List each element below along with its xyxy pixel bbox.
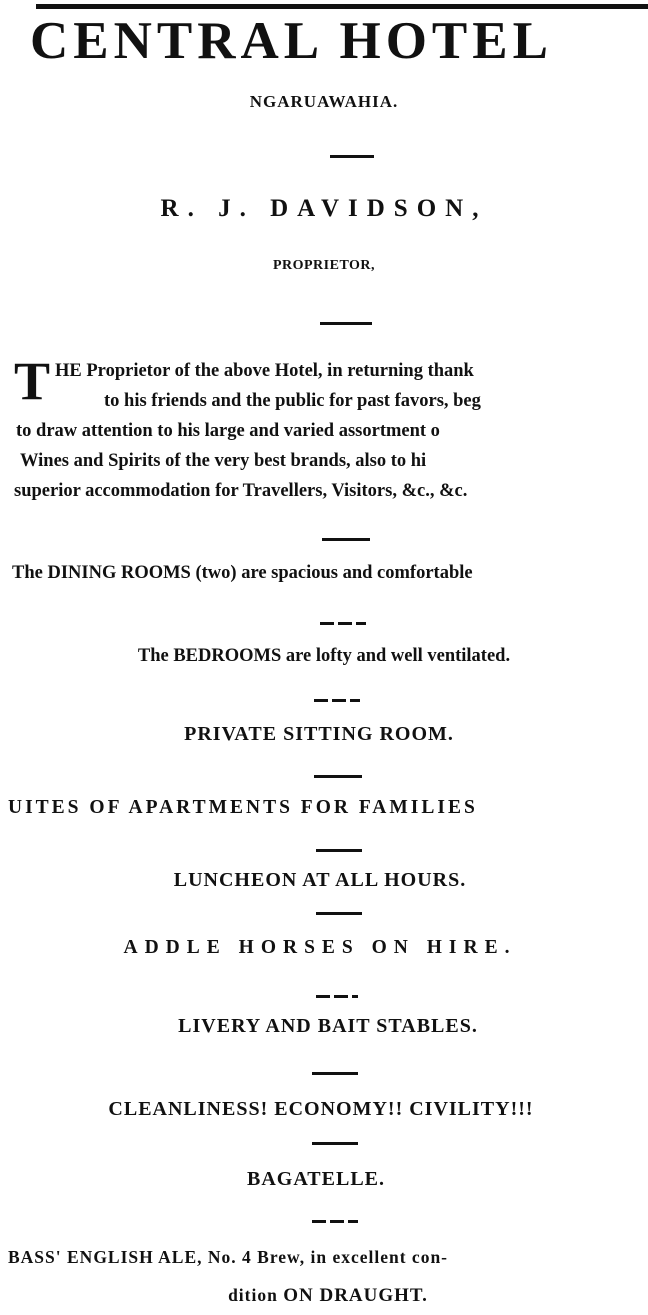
- ale-draught-text: ON DRAUGHT.: [283, 1285, 428, 1306]
- divider-rule: [316, 995, 358, 998]
- divider-rule: [320, 622, 366, 625]
- saddle-horses-notice: ADDLE HORSES ON HIRE.: [123, 937, 517, 958]
- sitting-room-notice: PRIVATE SITTING ROOM.: [184, 723, 454, 745]
- intro-line: superior accommodation for Travellers, Visitors, &c., &c.: [14, 481, 468, 501]
- livery-notice: LIVERY AND BAIT STABLES.: [178, 1015, 478, 1037]
- divider-rule: [312, 1142, 358, 1145]
- suites-notice: UITES OF APARTMENTS FOR FAMILIES: [8, 797, 478, 818]
- divider-rule: [316, 849, 362, 852]
- luncheon-notice: LUNCHEON AT ALL HOURS.: [173, 869, 467, 891]
- divider-rule: [316, 912, 362, 915]
- divider-rule: [314, 699, 360, 702]
- intro-line: to draw attention to his large and varied assortment o: [16, 421, 440, 441]
- ale-line-2: [8, 1276, 648, 1315]
- ale-condition-text: dition: [228, 1285, 278, 1305]
- drop-cap: T: [14, 351, 51, 411]
- hotel-location: NGARUAWAHIA.: [249, 92, 399, 111]
- bagatelle-notice: BAGATELLE.: [247, 1168, 385, 1190]
- ale-line: BASS' ENGLISH ALE, No. 4 Brew, in excellent con-: [8, 1247, 449, 1267]
- divider-rule: [320, 322, 372, 325]
- intro-line: to his friends and the public for past favors, beg: [104, 391, 481, 411]
- proprietor-name: R. J. DAVIDSON,: [160, 195, 488, 222]
- intro-paragraph: [14, 351, 648, 506]
- intro-line: HE Proprietor of the above Hotel, in returning thank: [55, 361, 474, 381]
- divider-rule: [322, 538, 370, 541]
- ale-notice: [8, 1238, 648, 1315]
- proprietor-role: PROPRIETOR,: [272, 258, 376, 273]
- bedrooms-notice: The BEDROOMS are lofty and well ventilated.: [137, 646, 511, 666]
- top-border-rule: [36, 4, 648, 9]
- hotel-title: CENTRAL HOTEL: [30, 12, 553, 70]
- divider-rule: [312, 1072, 358, 1075]
- divider-rule: [312, 1220, 358, 1223]
- intro-line: Wines and Spirits of the very best brands, also to hi: [20, 451, 427, 471]
- divider-rule: [330, 155, 374, 158]
- divider-rule: [314, 775, 362, 778]
- motto-notice: CLEANLINESS! ECONOMY!! CIVILITY!!!: [108, 1098, 534, 1120]
- dining-rooms-notice: The DINING ROOMS (two) are spacious and comfortable: [12, 563, 473, 583]
